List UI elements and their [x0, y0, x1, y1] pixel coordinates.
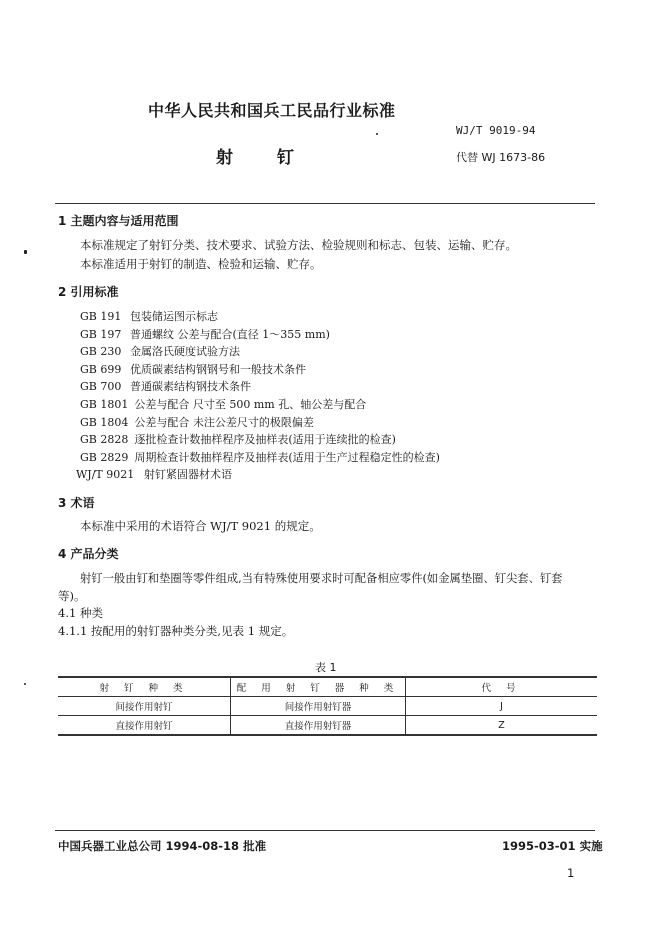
- table-header-row: [58, 677, 597, 697]
- replaces-standard: 代替 WJ 1673-86: [456, 151, 546, 164]
- section-1-paragraph-1: 本标准规定了射钉分类、技术要求、试验方法、检验规则和标志、包装、运输、贮存。: [80, 238, 517, 252]
- header-rule: [55, 203, 595, 204]
- reference-item: GB 191 包装储运图示标志: [80, 310, 218, 323]
- reference-item: GB 699 优质碳素结构钢钢号和一般技术条件: [80, 362, 306, 376]
- section-1-heading: 1 主题内容与适用范围: [58, 214, 179, 228]
- reference-item: GB 2828 逐批检查计数抽样程序及抽样表(适用于连续批的检查): [80, 433, 396, 447]
- column-header-tool-type: 配 用 射 钉 器 种 类: [231, 677, 406, 697]
- table-1: [58, 676, 597, 736]
- reference-item: GB 700 普通碳素结构钢技术条件: [80, 380, 251, 394]
- approval-line: 中国兵器工业总公司 1994-08-18 批准: [58, 839, 267, 853]
- standard-number: WJ/T 9019-94: [456, 124, 536, 137]
- scan-speck: [376, 133, 378, 135]
- subsection-4-1-heading: 4.1 种类: [58, 606, 103, 620]
- reference-item: GB 230 金属洛氏硬度试验方法: [80, 345, 240, 359]
- reference-item: GB 197 普通螺纹 公差与配合(直径 1～355 mm): [80, 327, 330, 341]
- reference-item: GB 1804 公差与配合 未注公差尺寸的极限偏差: [80, 415, 314, 429]
- section-4-heading: 4 产品分类: [58, 547, 119, 561]
- column-header-code: 代 号: [406, 677, 598, 697]
- section-3-paragraph: 本标准中采用的术语符合 WJ/T 9021 的规定。: [80, 519, 321, 533]
- document-title: 射 钉: [216, 148, 294, 168]
- table-row: [58, 716, 597, 736]
- table-cell: 直接作用射钉: [58, 716, 231, 736]
- section-2-heading: 2 引用标准: [58, 285, 119, 299]
- column-header-nail-type: 射 钉 种 类: [58, 677, 231, 697]
- footer-rule: [55, 830, 595, 831]
- table-cell: 直接作用射钉器: [231, 716, 406, 736]
- section-1-paragraph-2: 本标准适用于射钉的制造、检验和运输、贮存。: [80, 257, 322, 271]
- reference-item: WJ/T 9021 射钉紧固器材术语: [76, 468, 232, 482]
- table-cell: J: [406, 697, 598, 716]
- table-cell: 间接作用射钉器: [231, 697, 406, 716]
- reference-item: GB 2829 周期检查计数抽样程序及抽样表(适用于生产过程稳定性的检查): [80, 450, 440, 464]
- issuing-body-title: 中华人民共和国兵工民品行业标准: [148, 101, 396, 120]
- page-number: 1: [567, 866, 575, 880]
- subsection-4-1-1-text: 4.1.1 按配用的射钉器种类分类,见表 1 规定。: [58, 624, 294, 638]
- table-cell: Z: [406, 716, 598, 736]
- section-3-heading: 3 术语: [58, 496, 95, 510]
- table-1-caption: 表 1: [315, 661, 337, 674]
- reference-list: [76, 308, 440, 484]
- section-4-paragraph-line-1: 射钉一般由钉和垫圈等零件组成,当有特殊使用要求时可配备相应零件(如金属垫圈、钉尖套、钉套: [80, 572, 563, 585]
- scan-speck: [24, 683, 26, 685]
- reference-item: GB 1801 公差与配合 尺寸至 500 mm 孔、轴公差与配合: [80, 397, 367, 411]
- table-row: [58, 697, 597, 716]
- scan-speck: [24, 250, 27, 254]
- section-4-paragraph-line-2: 等)。: [58, 589, 86, 603]
- effective-date: 1995-03-01 实施: [502, 839, 603, 853]
- table-cell: 间接作用射钉: [58, 697, 231, 716]
